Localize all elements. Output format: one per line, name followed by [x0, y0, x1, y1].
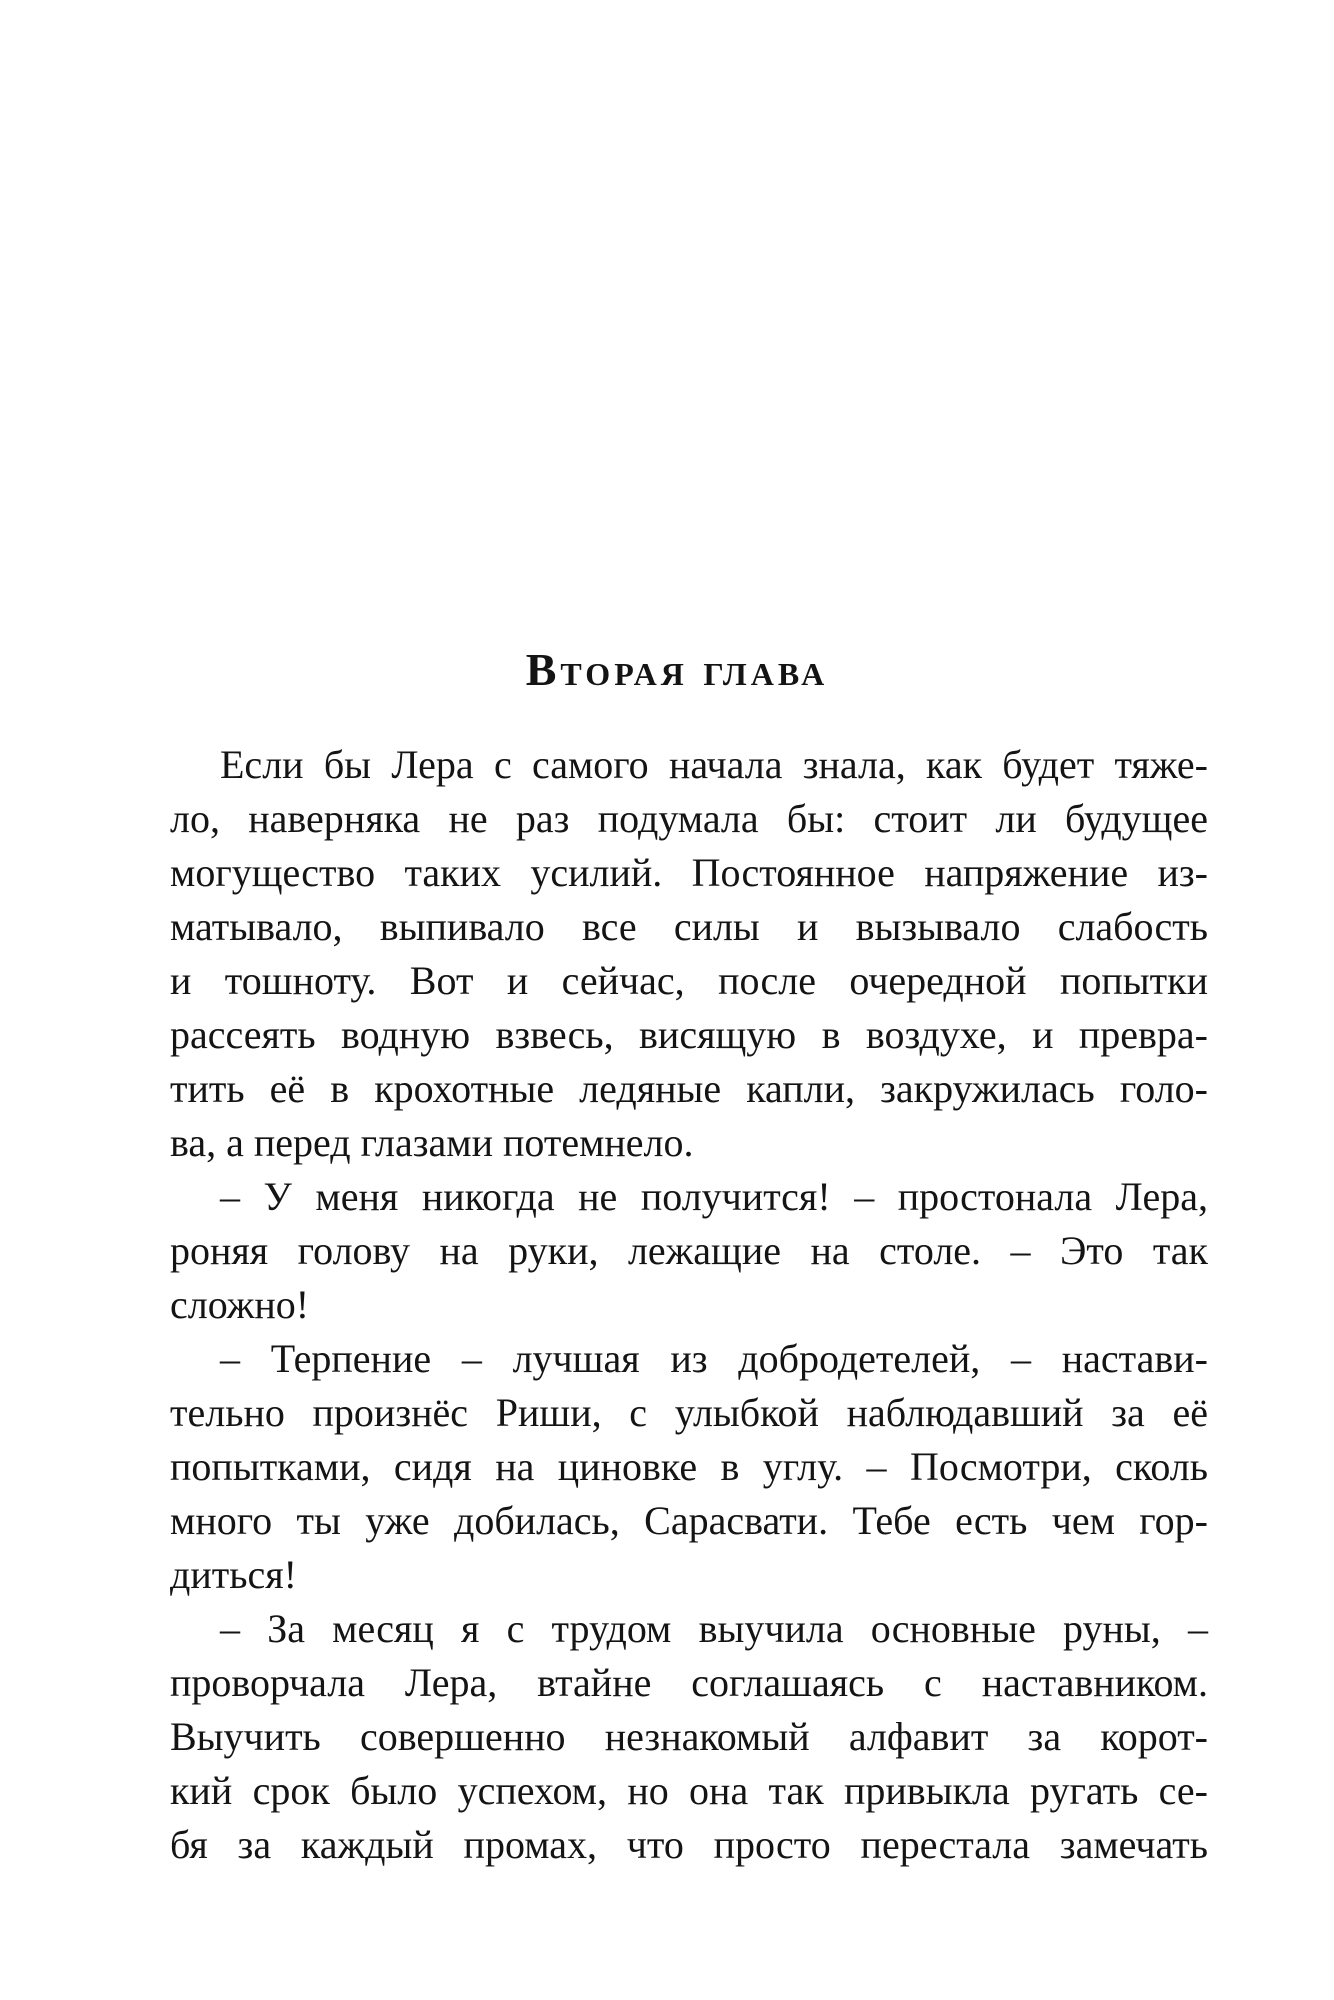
text-line: – Терпение – лучшая из добродетелей, – настави- — [220, 1336, 1208, 1381]
text-line: роняя голову на руки, лежащие на столе. – Это так — [170, 1228, 1208, 1273]
text-line: ло, наверняка не раз подумала бы: стоит ли будущее — [170, 796, 1208, 841]
text-line: рассеять водную взвесь, висящую в воздухе, и превра- — [170, 1012, 1208, 1057]
text-line: проворчала Лера, втайне соглашаясь с наставником. — [170, 1660, 1208, 1705]
text-line: сложно! — [170, 1282, 310, 1327]
text-line: тельно произнёс Риши, с улыбкой наблюдавший за её — [170, 1390, 1208, 1435]
text-line: ва, а перед глазами потемнело. — [170, 1120, 694, 1165]
text-line: много ты уже добилась, Сарасвати. Тебе есть чем гор- — [170, 1498, 1208, 1543]
text-line: попытками, сидя на циновке в углу. – Посмотри, сколь — [170, 1444, 1208, 1489]
text-line: бя за каждый промах, что просто перестала замечать — [170, 1822, 1208, 1867]
text-line: и тошноту. Вот и сейчас, после очередной попытки — [170, 958, 1208, 1003]
text-line: диться! — [170, 1552, 297, 1597]
text-line: Выучить совершенно незнакомый алфавит за корот- — [170, 1714, 1208, 1759]
text-line: могущество таких усилий. Постоянное напряжение из- — [170, 850, 1208, 895]
text-line: – У меня никогда не получится! – простонала Лера, — [220, 1174, 1208, 1219]
text-line: кий срок было успехом, но она так привыкла ругать се- — [170, 1768, 1208, 1813]
text-line: Если бы Лера с самого начала знала, как будет тяже- — [220, 742, 1208, 787]
body-text — [170, 738, 1208, 1872]
text-line: тить её в крохотные ледяные капли, закружилась голо- — [170, 1066, 1208, 1111]
chapter-title: Вторая глава — [525, 644, 829, 695]
text-line: матывало, выпивало все силы и вызывало слабость — [170, 904, 1208, 949]
text-line: – За месяц я с трудом выучила основные руны, – — [220, 1606, 1208, 1651]
